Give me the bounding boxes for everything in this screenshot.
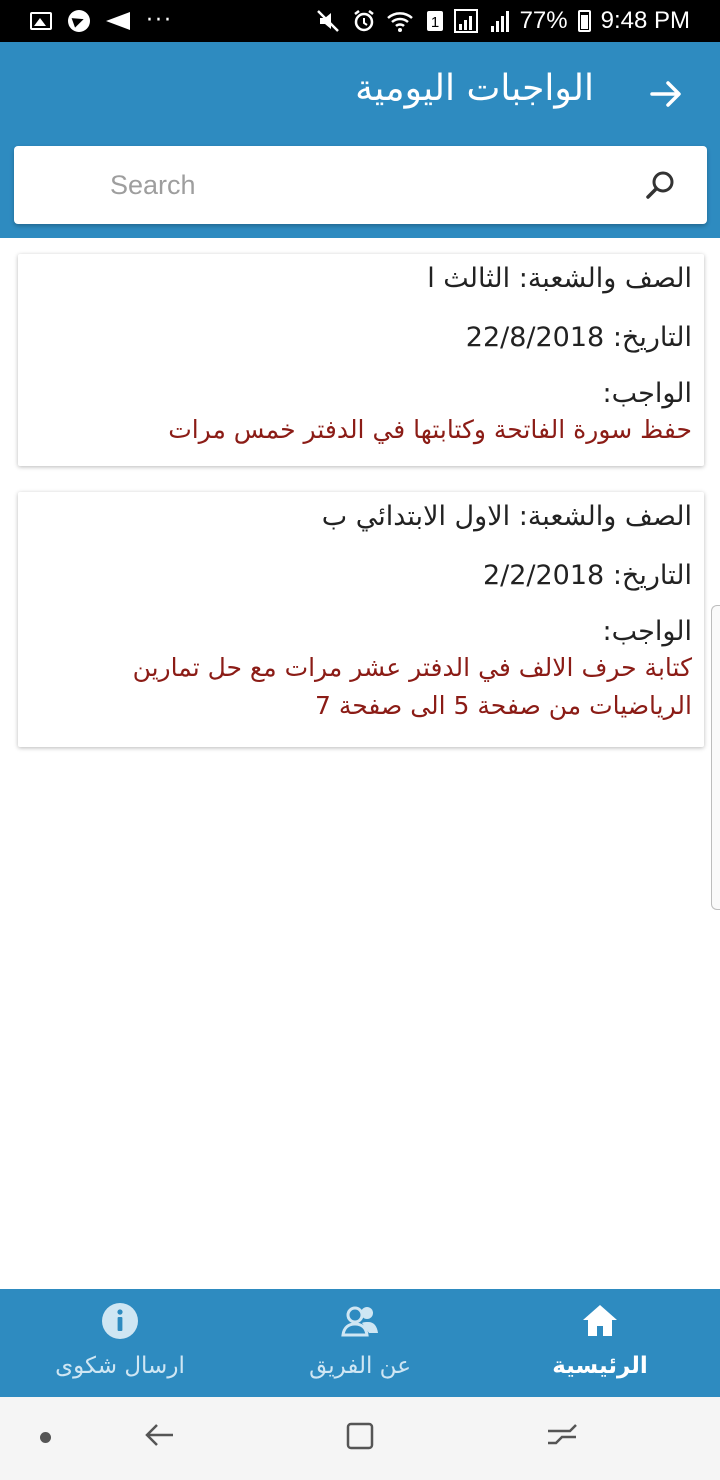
class-row: [30, 500, 692, 534]
class-value: الثالث ا: [427, 263, 511, 294]
nav-item-home[interactable]: [480, 1289, 720, 1397]
status-bar: [0, 0, 720, 42]
battery-icon: [578, 10, 591, 32]
nav-label: الرئيسية: [552, 1353, 648, 1379]
gallery-icon: [30, 12, 52, 30]
page-title: الواجبات اليومية: [355, 68, 594, 109]
arrow-right-icon[interactable]: [648, 76, 684, 112]
class-row: [30, 262, 692, 296]
info-icon: [100, 1301, 140, 1341]
swap-icon[interactable]: [546, 1419, 578, 1451]
task-label: الواجب:: [602, 378, 692, 409]
date-row: [30, 321, 692, 355]
team-icon: [340, 1301, 380, 1341]
wifi-icon: [386, 9, 416, 33]
nav-label: عن الفريق: [309, 1353, 411, 1379]
nav-label: ارسال شكوى: [55, 1353, 185, 1379]
class-label: الصف والشعبة:: [518, 263, 692, 294]
task-label: الواجب:: [602, 616, 692, 647]
signal-icon: [454, 9, 480, 33]
search-input[interactable]: [110, 146, 630, 224]
search-icon[interactable]: [644, 168, 678, 202]
alarm-icon: [352, 9, 376, 33]
task-text-line: كتابة حرف الالف في الدفتر عشر مرات مع حل تمارين: [132, 653, 692, 682]
home-icon: [580, 1301, 620, 1341]
homework-card[interactable]: [18, 492, 704, 747]
date-value: 2/2/2018: [482, 560, 605, 591]
nav-item-complaint[interactable]: [0, 1289, 240, 1397]
back-icon[interactable]: [143, 1419, 175, 1451]
class-value: الاول الابتدائي ب: [321, 501, 511, 532]
recent-apps-icon[interactable]: [345, 1421, 375, 1451]
date-label: التاريخ:: [612, 560, 692, 591]
bottom-nav: [0, 1289, 720, 1397]
date-row: [30, 559, 692, 593]
system-nav-bar: [0, 1397, 720, 1480]
telegram-icon: [68, 10, 90, 32]
send-icon: [106, 12, 130, 30]
signal-bars-icon: [490, 9, 510, 33]
scrollbar[interactable]: [711, 605, 720, 910]
task-text-line: حفظ سورة الفاتحة وكتابتها في الدفتر خمس مرات: [168, 415, 692, 444]
task-text-line: الرياضيات من صفحة 5 الى صفحة 7: [314, 691, 692, 720]
battery-percent: 77%: [519, 7, 568, 34]
app-bar: [0, 42, 720, 238]
homework-card[interactable]: [18, 254, 704, 466]
class-label: الصف والشعبة:: [518, 501, 692, 532]
sim-icon: [426, 9, 444, 33]
dot-icon[interactable]: [40, 1432, 51, 1443]
clock: 9:48 PM: [600, 7, 690, 34]
date-label: التاريخ:: [612, 322, 692, 353]
mute-icon: [316, 9, 342, 33]
date-value: 22/8/2018: [465, 322, 605, 353]
nav-item-team[interactable]: [240, 1289, 480, 1397]
search-bar: [14, 146, 707, 224]
svg-text:1: 1: [430, 14, 439, 31]
more-notifications-icon: ···: [146, 8, 173, 33]
